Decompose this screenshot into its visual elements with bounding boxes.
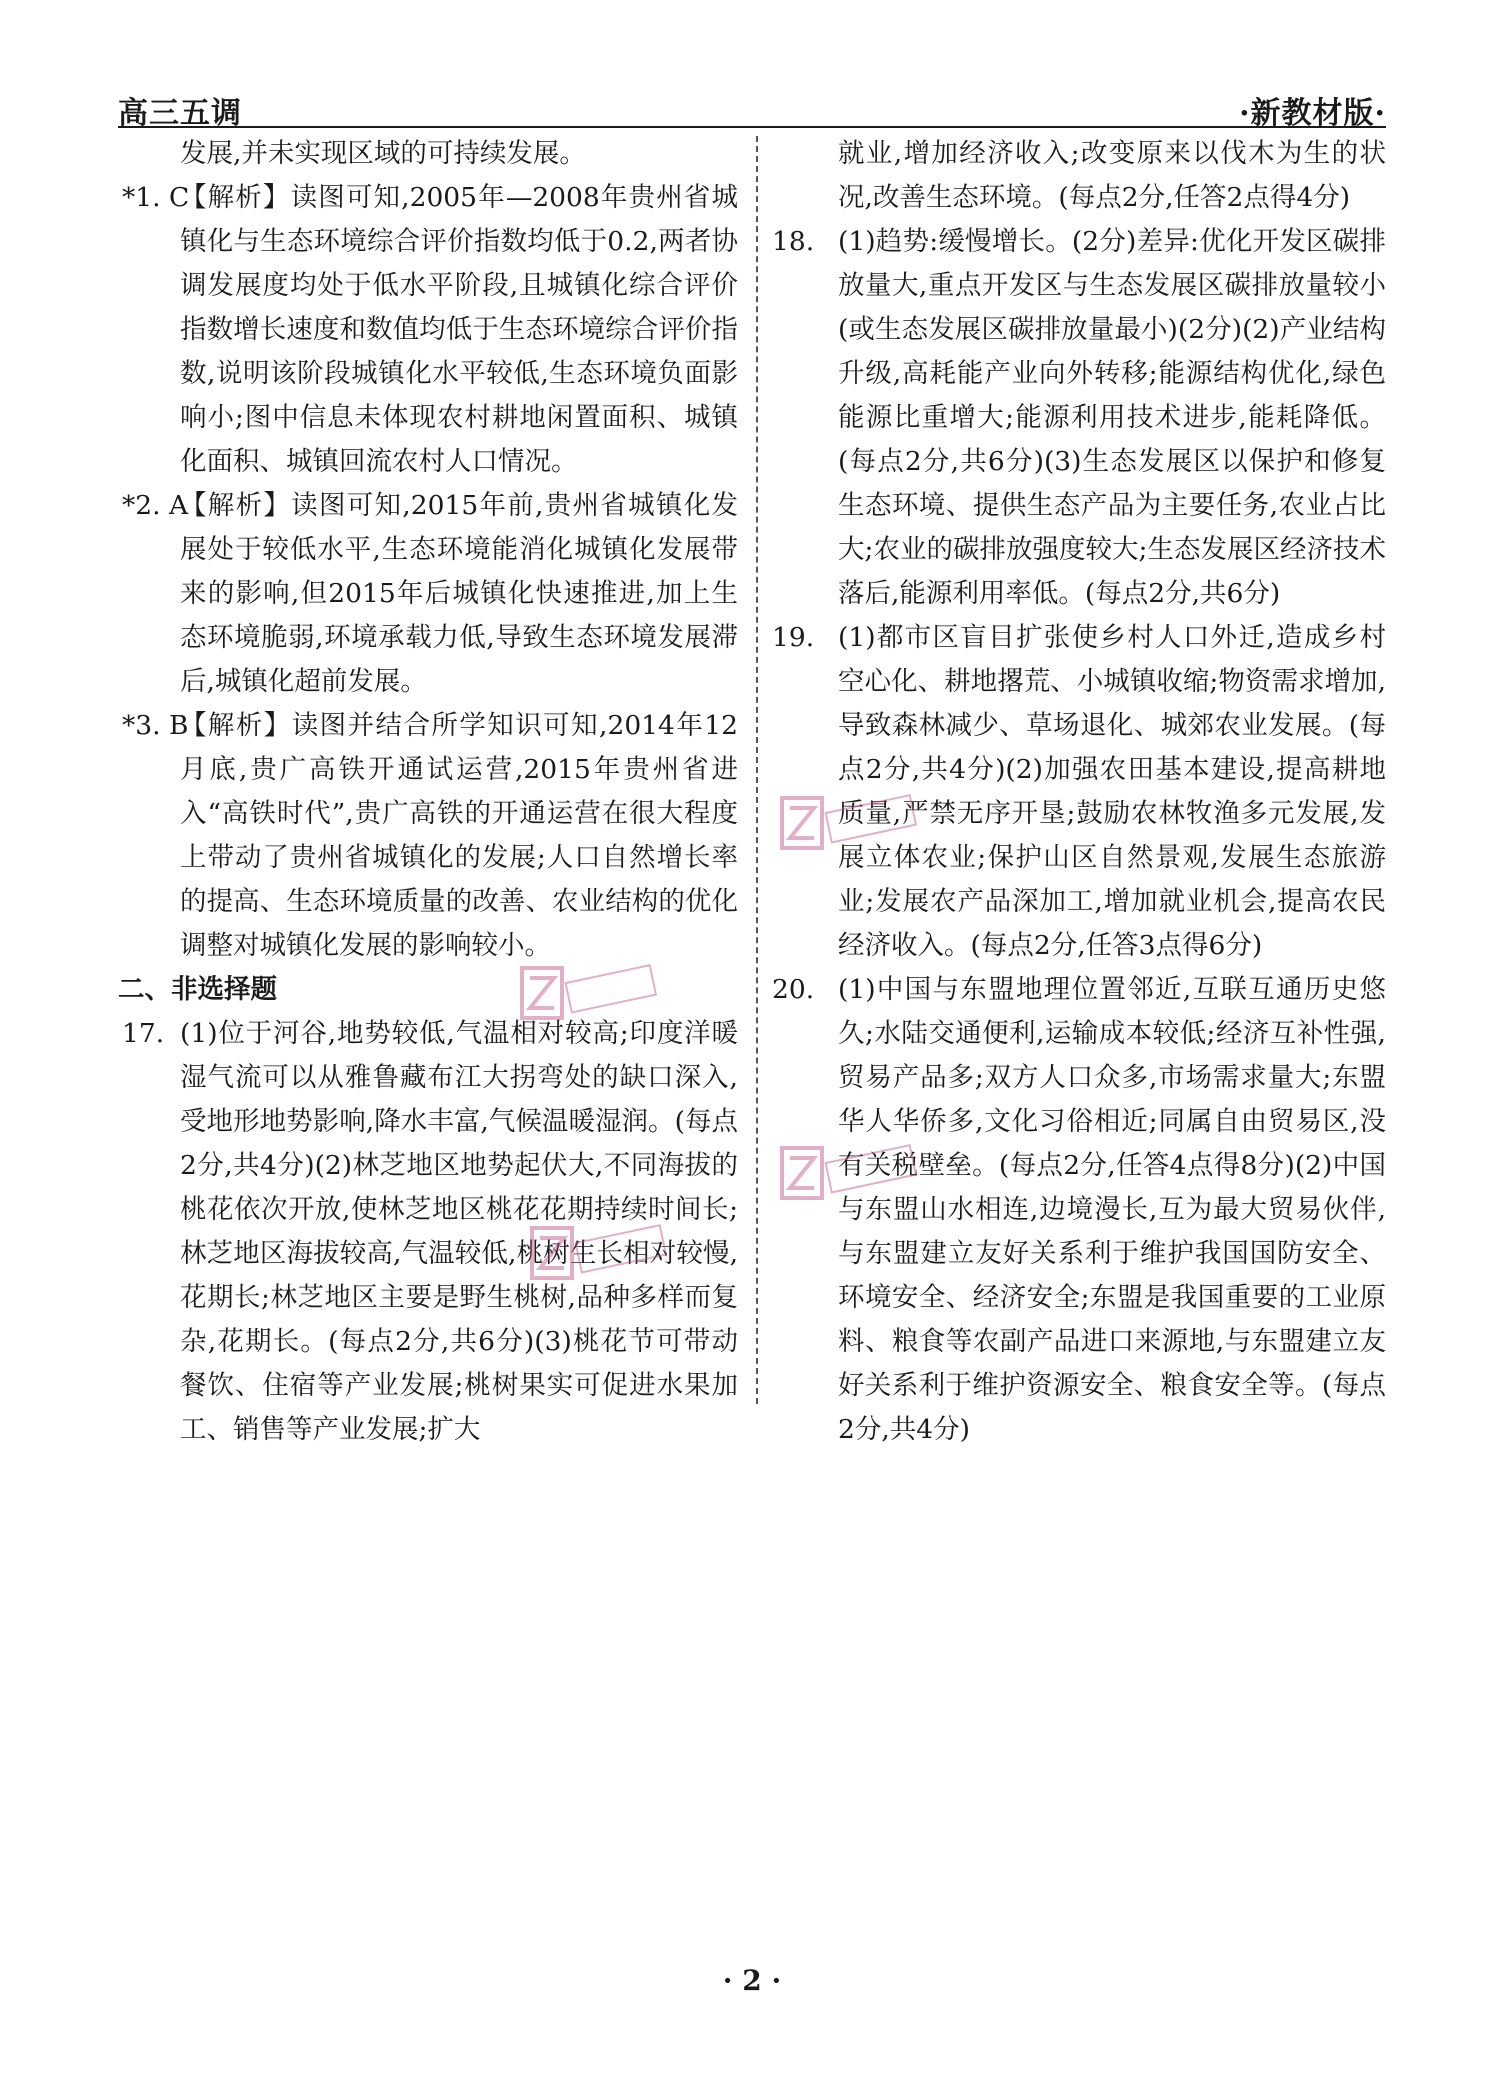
answer-item-3: *3. B 【解析】读图并结合所学知识可知,2014年12月底,贵广高铁开通试运营,2015年贵州省进入“高铁时代”,贵广高铁的开通运营在很大程度上带动了贵州省城镇化的发展;人口自然增长率的提高、生态环境质量的改善、农业结构的优化调整对城镇化发展的影响较小。 [118, 704, 738, 968]
header-edition: ·新教材版· [1239, 96, 1386, 131]
watermark-logo-icon [530, 1220, 670, 1290]
answer-item-19: 19. (1)都市区盲目扩张使乡村人口外迁,造成乡村空心化、耕地撂荒、小城镇收缩;物资需求增加,导致森林减少、草场退化、城郊农业发展。(每点2分,共4分)(2)加强农田基本建设,提高耕地质量,严禁无序开垦;鼓励农林牧渔多元发展,发展立体农业;保护山区自然景观,发展生态旅游业;发展农产品深加工,增加就业机会,提高农民经济收入。(每点2分,任答3点得6分) [776, 616, 1386, 968]
page-header [118, 88, 1386, 131]
answer-continuation: 就业,增加经济收入;改变原来以伐木为生的状况,改善生态环境。(每点2分,任答2点得4分) [838, 138, 1386, 213]
answer-number: 18. [772, 226, 815, 257]
watermark-logo-icon [520, 960, 660, 1030]
answer-item-17: 17. (1)位于河谷,地势较低,气温相对较高;印度洋暖湿气流可以从雅鲁藏布江大拐弯处的缺口深入,受地形地势影响,降水丰富,气候温暖湿润。(每点2分,共4分)(2)林芝地区地势起伏大,不同海拔的桃花依次开放,使林芝地区桃花花期持续时间长;林芝地区海拔较高,气温较低,桃树生长相对较慢,花期长;林芝地区主要是野生桃树,品种多样而复杂,花期长。(每点2分,共6分)(3)桃花节可带动餐饮、住宿等产业发展;桃树果实可促进水果加工、销售等产业发展;扩大 [118, 1012, 738, 1452]
answer-item-2: *2. A 【解析】读图可知,2015年前,贵州省城镇化发展处于较低水平,生态环境能消化城镇化发展带来的影响,但2015年后城镇化快速推进,加上生态环境脆弱,环境承载力低,导致生态环境发展滞后,城镇化超前发展。 [118, 484, 738, 704]
answer-number: 19. [772, 622, 815, 653]
page-number: · 2 · [722, 1964, 782, 1997]
answer-number: *1. C [122, 182, 190, 213]
answer-number: *3. B [122, 710, 189, 741]
answer-item-18: 18. (1)趋势:缓慢增长。(2分)差异:优化开发区碳排放量大,重点开发区与生态发展区碳排放量较小(或生态发展区碳排放量最小)(2分)(2)产业结构升级,高耗能产业向外转移;能源结构优化,绿色能源比重增大;能源利用技术进步,能耗降低。(每点2分,共6分)(3)生态发展区以保护和修复生态环境、提供生态产品为主要任务,农业占比大;农业的碳排放强度较大;生态发展区经济技术落后,能源利用率低。(每点2分,共6分) [776, 220, 1386, 616]
column-divider [756, 136, 758, 1404]
answer-number: 17. [122, 1018, 165, 1049]
header-title: 高三五调 [118, 96, 242, 131]
watermark-logo-icon [780, 1140, 920, 1210]
answer-continuation: 发展,并未实现区域的可持续发展。 [180, 138, 586, 169]
answer-item-20: 20. (1)中国与东盟地理位置邻近,互联互通历史悠久;水陆交通便利,运输成本较低;经济互补性强,贸易产品多;双方人口众多,市场需求量大;东盟华人华侨多,文化习俗相近;同属自由贸易区,没有关税壁垒。(每点2分,任答4点得8分)(2)中国与东盟山水相连,边境漫长,互为最大贸易伙伴,与东盟建立友好关系利于维护我国国防安全、环境安全、经济安全;东盟是我国重要的工业原料、粮食等农副产品进口来源地,与东盟建立友好关系利于维护资源安全、粮食安全等。(每点2分,共4分) [776, 968, 1386, 1452]
section-heading: 二、非选择题 [118, 974, 277, 1005]
watermark-logo-icon [780, 790, 920, 860]
header-rule [118, 126, 1386, 128]
answer-number: *2. A [122, 490, 189, 521]
answer-number: 20. [772, 974, 815, 1005]
answer-item-1: *1. C 【解析】读图可知,2005年—2008年贵州省城镇化与生态环境综合评价指数均低于0.2,两者协调发展度均处于低水平阶段,且城镇化综合评价指数增长速度和数值均低于生态环境综合评价指数,说明该阶段城镇化水平较低,生态环境负面影响小;图中信息未体现农村耕地闲置面积、城镇化面积、城镇回流农村人口情况。 [118, 176, 738, 484]
